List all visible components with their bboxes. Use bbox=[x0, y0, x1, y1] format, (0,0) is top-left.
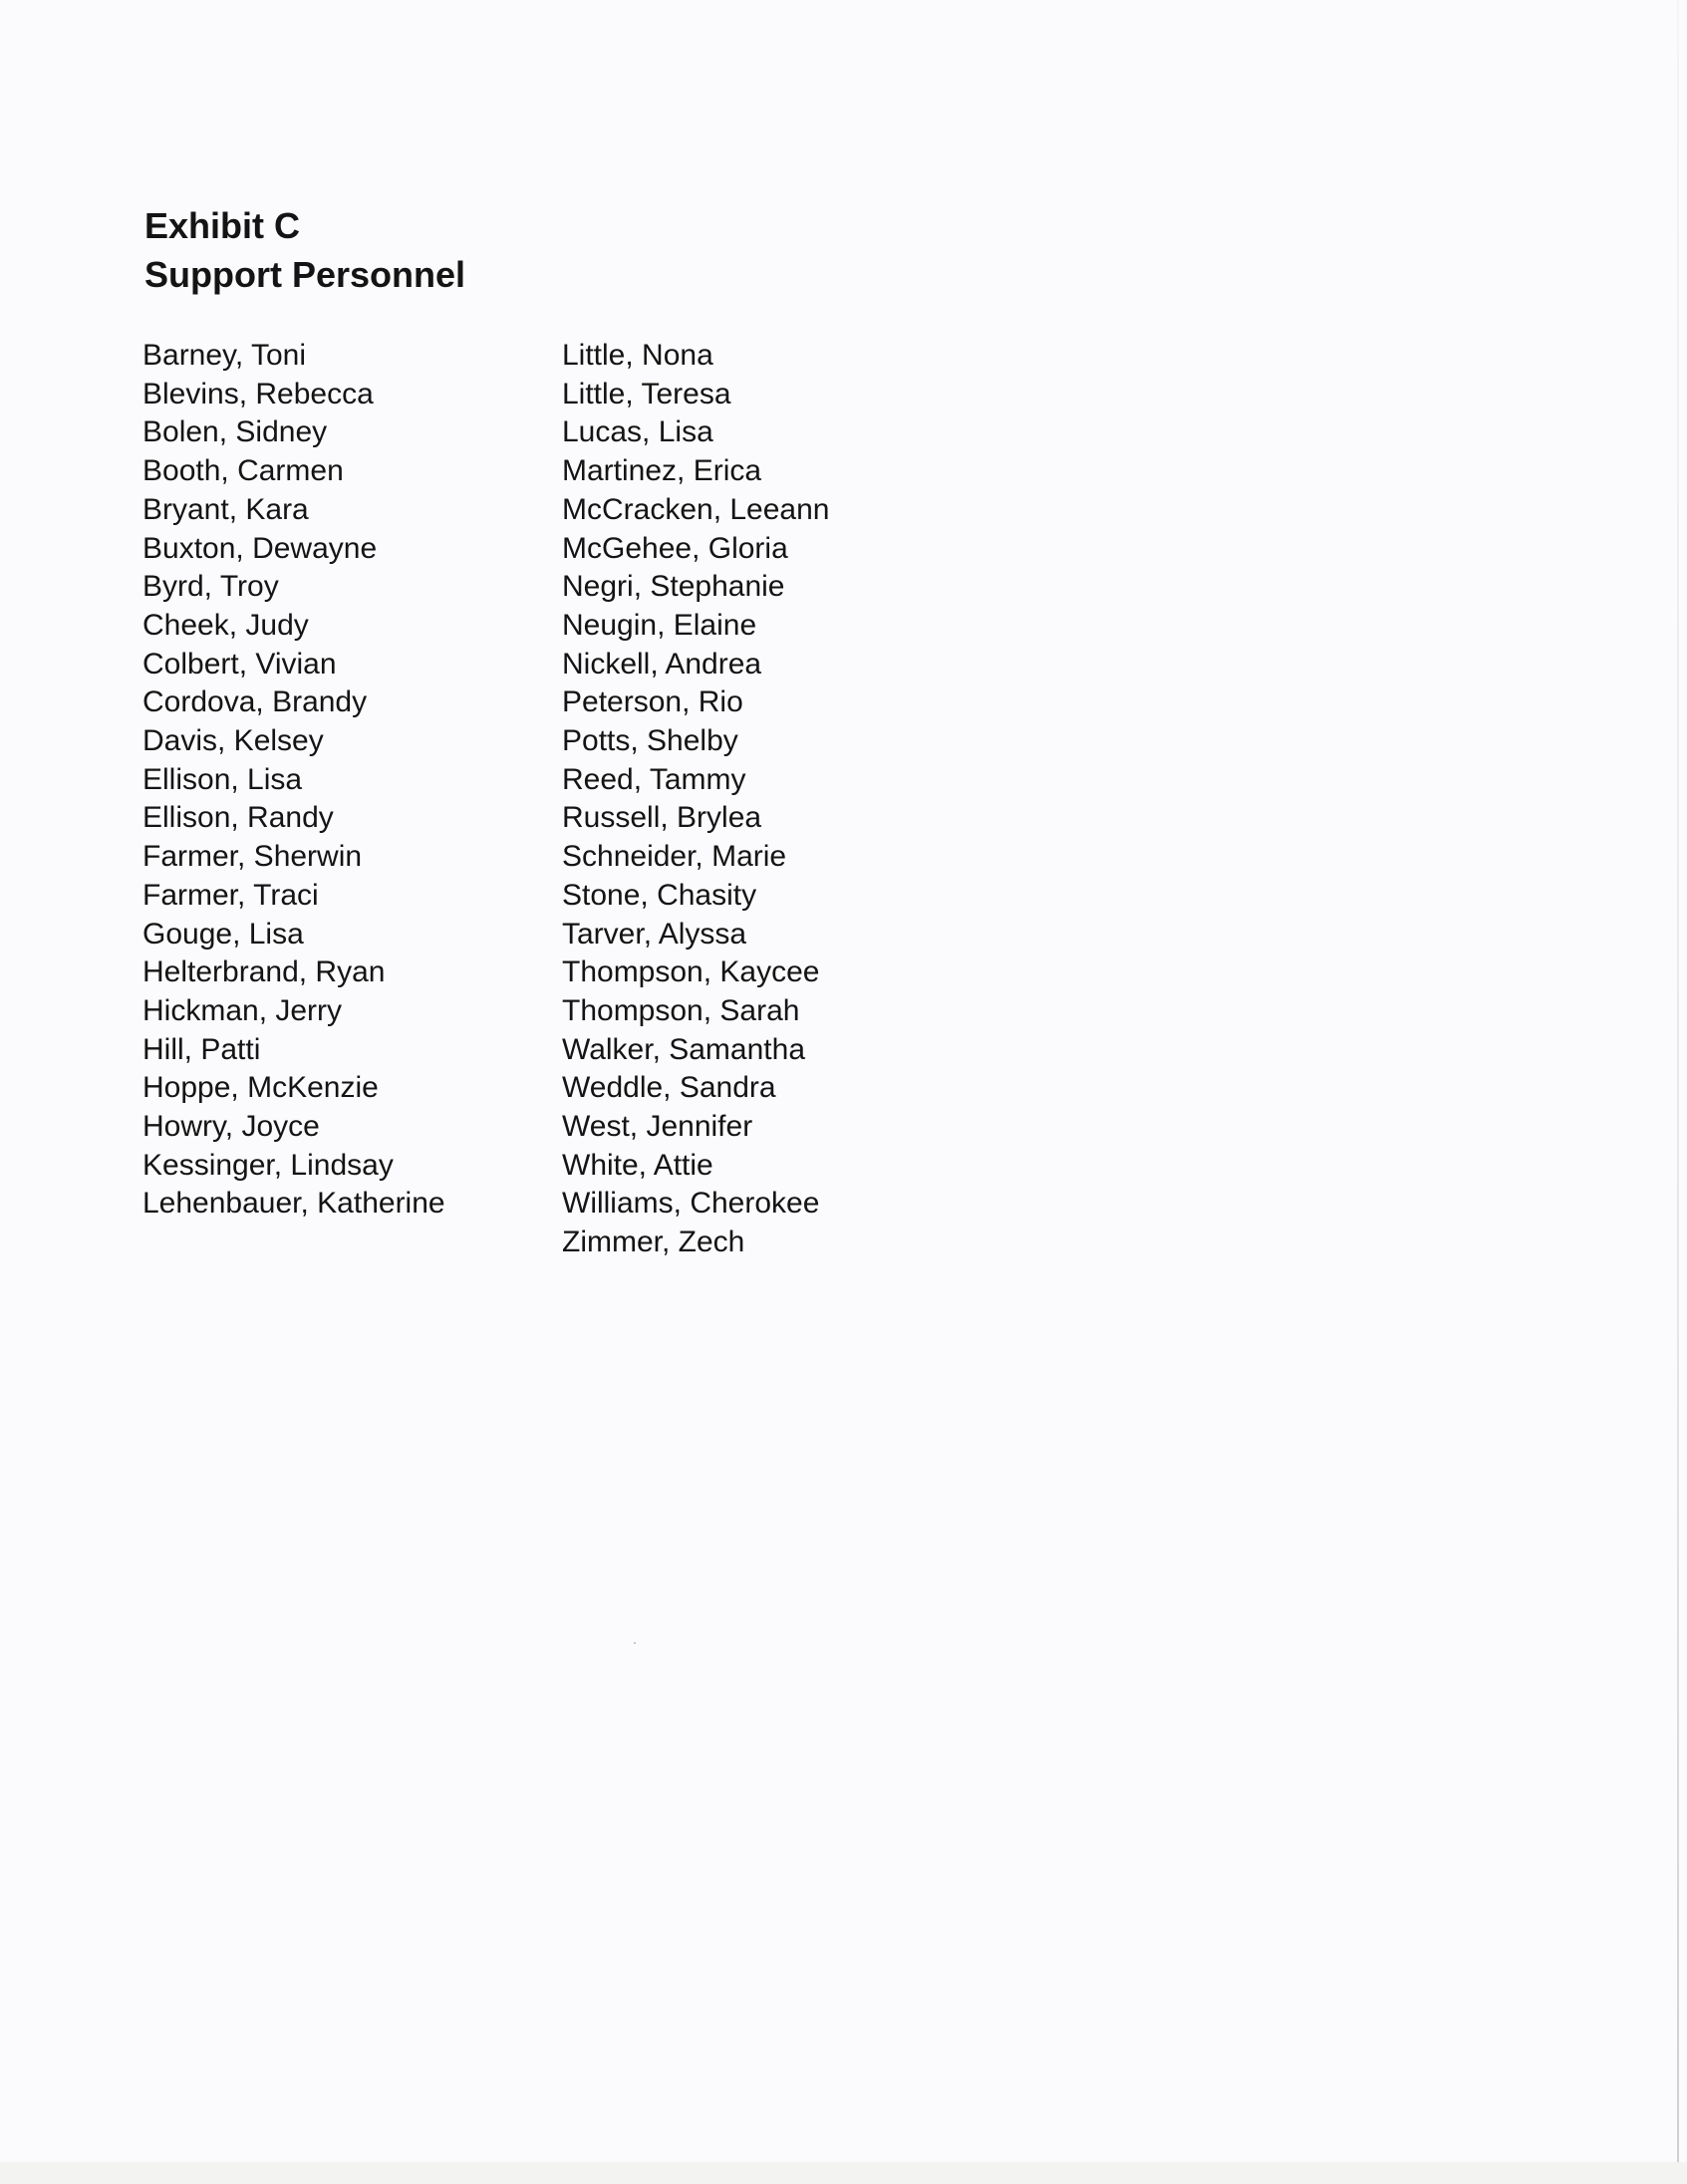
personnel-name: Stone, Chasity bbox=[562, 878, 757, 912]
personnel-name: Lucas, Lisa bbox=[562, 415, 713, 449]
personnel-name: Bryant, Kara bbox=[142, 492, 309, 526]
page-edge-shadow bbox=[1677, 0, 1679, 2184]
personnel-name: Weddle, Sandra bbox=[562, 1071, 776, 1105]
personnel-name: Davis, Kelsey bbox=[142, 724, 324, 758]
personnel-name: Ellison, Lisa bbox=[142, 762, 303, 796]
personnel-name: Kessinger, Lindsay bbox=[142, 1148, 394, 1182]
section-title: Support Personnel bbox=[144, 254, 466, 295]
personnel-name: Neugin, Elaine bbox=[562, 608, 757, 642]
personnel-name: Walker, Samantha bbox=[562, 1032, 805, 1066]
personnel-name: Gouge, Lisa bbox=[142, 917, 304, 951]
personnel-name: McGehee, Gloria bbox=[562, 531, 788, 565]
names-column-left bbox=[142, 337, 445, 1224]
personnel-name: Thompson, Kaycee bbox=[562, 956, 820, 989]
personnel-name: Buxton, Dewayne bbox=[142, 531, 378, 565]
personnel-name: Helterbrand, Ryan bbox=[142, 956, 386, 989]
personnel-name: Hoppe, McKenzie bbox=[142, 1071, 379, 1105]
personnel-name: McCracken, Leeann bbox=[562, 492, 830, 526]
personnel-name: Blevins, Rebecca bbox=[142, 377, 374, 410]
personnel-name: Little, Nona bbox=[562, 339, 713, 372]
personnel-name: Peterson, Rio bbox=[562, 685, 743, 719]
personnel-name: Byrd, Troy bbox=[142, 570, 279, 604]
personnel-name: Bolen, Sidney bbox=[142, 415, 328, 449]
personnel-name: Lehenbauer, Katherine bbox=[142, 1187, 445, 1221]
personnel-name: Schneider, Marie bbox=[562, 840, 787, 874]
personnel-name: Farmer, Traci bbox=[142, 878, 319, 912]
personnel-name: Barney, Toni bbox=[142, 339, 306, 372]
personnel-name: Farmer, Sherwin bbox=[142, 840, 363, 874]
personnel-name: Hill, Patti bbox=[142, 1032, 261, 1066]
personnel-name: Hickman, Jerry bbox=[142, 993, 343, 1027]
exhibit-title: Exhibit C bbox=[144, 205, 301, 246]
personnel-name: Cheek, Judy bbox=[142, 608, 309, 642]
personnel-name: Cordova, Brandy bbox=[142, 685, 368, 719]
personnel-name: Negri, Stephanie bbox=[562, 570, 785, 604]
personnel-name: Booth, Carmen bbox=[142, 454, 344, 488]
scan-speck bbox=[634, 1642, 636, 1644]
personnel-name: Zimmer, Zech bbox=[562, 1226, 745, 1259]
personnel-name: Martinez, Erica bbox=[562, 454, 762, 488]
personnel-name: Nickell, Andrea bbox=[562, 647, 762, 681]
scan-bottom-strip bbox=[0, 2162, 1687, 2184]
personnel-name: Russell, Brylea bbox=[562, 801, 762, 835]
personnel-name: West, Jennifer bbox=[562, 1110, 753, 1144]
personnel-name: Tarver, Alyssa bbox=[562, 917, 747, 951]
personnel-name: Ellison, Randy bbox=[142, 801, 334, 835]
personnel-name: Reed, Tammy bbox=[562, 762, 746, 796]
document-heading bbox=[144, 201, 465, 299]
personnel-name: Howry, Joyce bbox=[142, 1110, 320, 1144]
personnel-name: Potts, Shelby bbox=[562, 724, 738, 758]
names-column-right bbox=[562, 337, 829, 1262]
personnel-name: Colbert, Vivian bbox=[142, 647, 337, 681]
personnel-name: White, Attie bbox=[562, 1148, 713, 1182]
personnel-name: Williams, Cherokee bbox=[562, 1187, 820, 1221]
personnel-name: Little, Teresa bbox=[562, 377, 731, 410]
personnel-name: Thompson, Sarah bbox=[562, 993, 800, 1027]
